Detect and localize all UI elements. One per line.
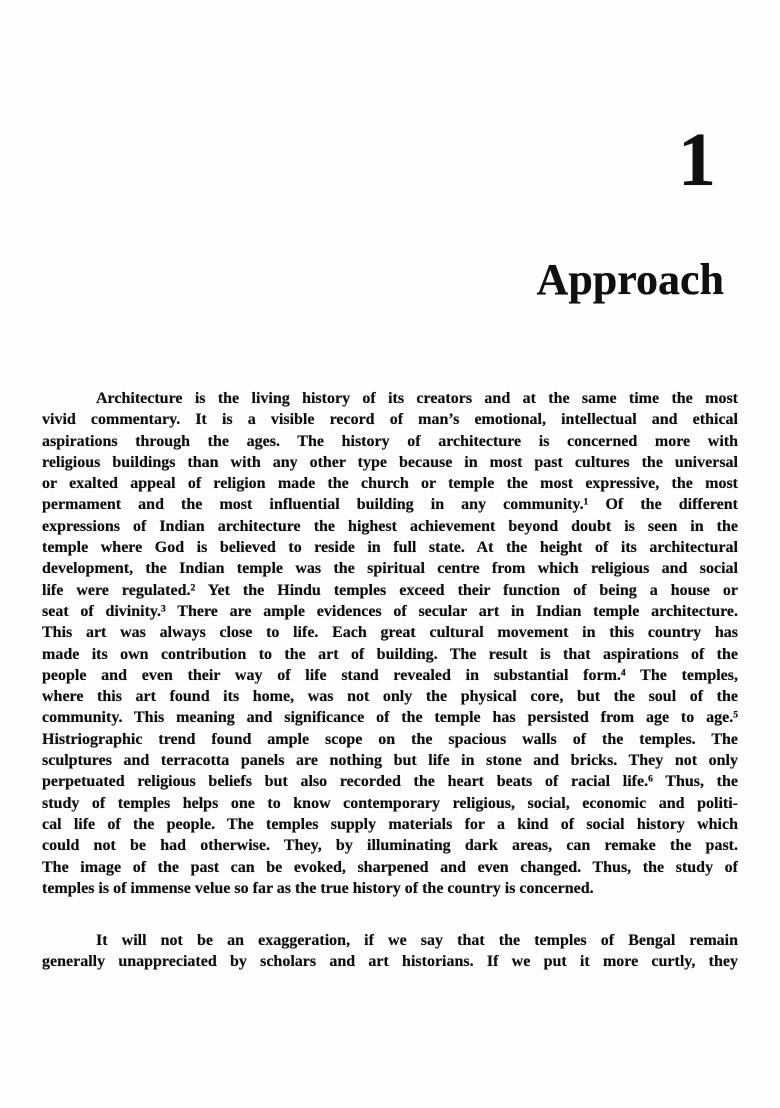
body-text [42,388,738,973]
text-line: permament and the most influential building in any community.¹ Of the different [42,496,738,514]
text-line: The image of the past can be evoked, sharpened and even changed. Thus, the study of [42,858,738,876]
text-line: could not be had otherwise. They, by illuminating dark areas, can remake the past. [42,837,738,855]
text-line: cal life of the people. The temples supply materials for a kind of social history which [42,815,738,833]
text-line: seat of divinity.³ There are ample evidences of secular art in Indian temple architecture. [42,602,738,620]
text-line: life were regulated.² Yet the Hindu temples exceed their function of being a house or [42,581,738,599]
text-line: Histriographic trend found ample scope on the spacious walls of the temples. The [42,730,738,748]
text-line: community. This meaning and significance of the temple has persisted from age to age.⁵ [42,709,738,727]
paragraph-2 [42,930,738,973]
chapter-number: 1 [678,118,717,202]
text-line: Architecture is the living history of its creators and at the same time the most [96,390,738,407]
text-line: vivid commentary. It is a visible record of man’s emotional, intellectual and ethical [42,411,738,429]
text-line: temples is of immense velue so far as the true history of the country is concerned. [42,879,594,897]
text-line: generally unappreciated by scholars and art historians. If we put it more curtly, they [42,953,738,971]
text-line: people and even their way of life stand revealed in substantial form.⁴ The temples, [42,666,738,684]
chapter-title: Approach [536,255,724,304]
text-line: where this art found its home, was not only the physical core, but the soul of the [42,688,738,706]
text-line: temple where God is believed to reside in full state. At the height of its architectural [42,539,738,557]
text-line: This art was always close to life. Each great cultural movement in this country has [42,624,738,642]
text-line: study of temples helps one to know contemporary religious, social, economic and politi- [42,794,738,812]
text-line: development, the Indian temple was the spiritual centre from which religious and social [42,560,738,578]
text-line: made its own contribution to the art of building. The result is that aspirations of the [42,645,738,663]
text-line: religious buildings than with any other type because in most past cultures the universal [42,453,738,471]
text-line: or exalted appeal of religion made the church or temple the most expressive, the most [42,475,738,493]
text-line: aspirations through the ages. The history of architecture is concerned more with [42,432,738,450]
paragraph-1 [42,388,738,899]
text-line: expressions of Indian architecture the highest achievement beyond doubt is seen in the [42,517,738,535]
text-line: It will not be an exaggeration, if we say that the temples of Bengal remain [96,932,738,950]
text-line: sculptures and terracotta panels are nothing but life in stone and bricks. They not only [42,752,738,770]
text-line: perpetuated religious beliefs but also recorded the heart beats of racial life.⁶ Thus, the [42,773,738,791]
